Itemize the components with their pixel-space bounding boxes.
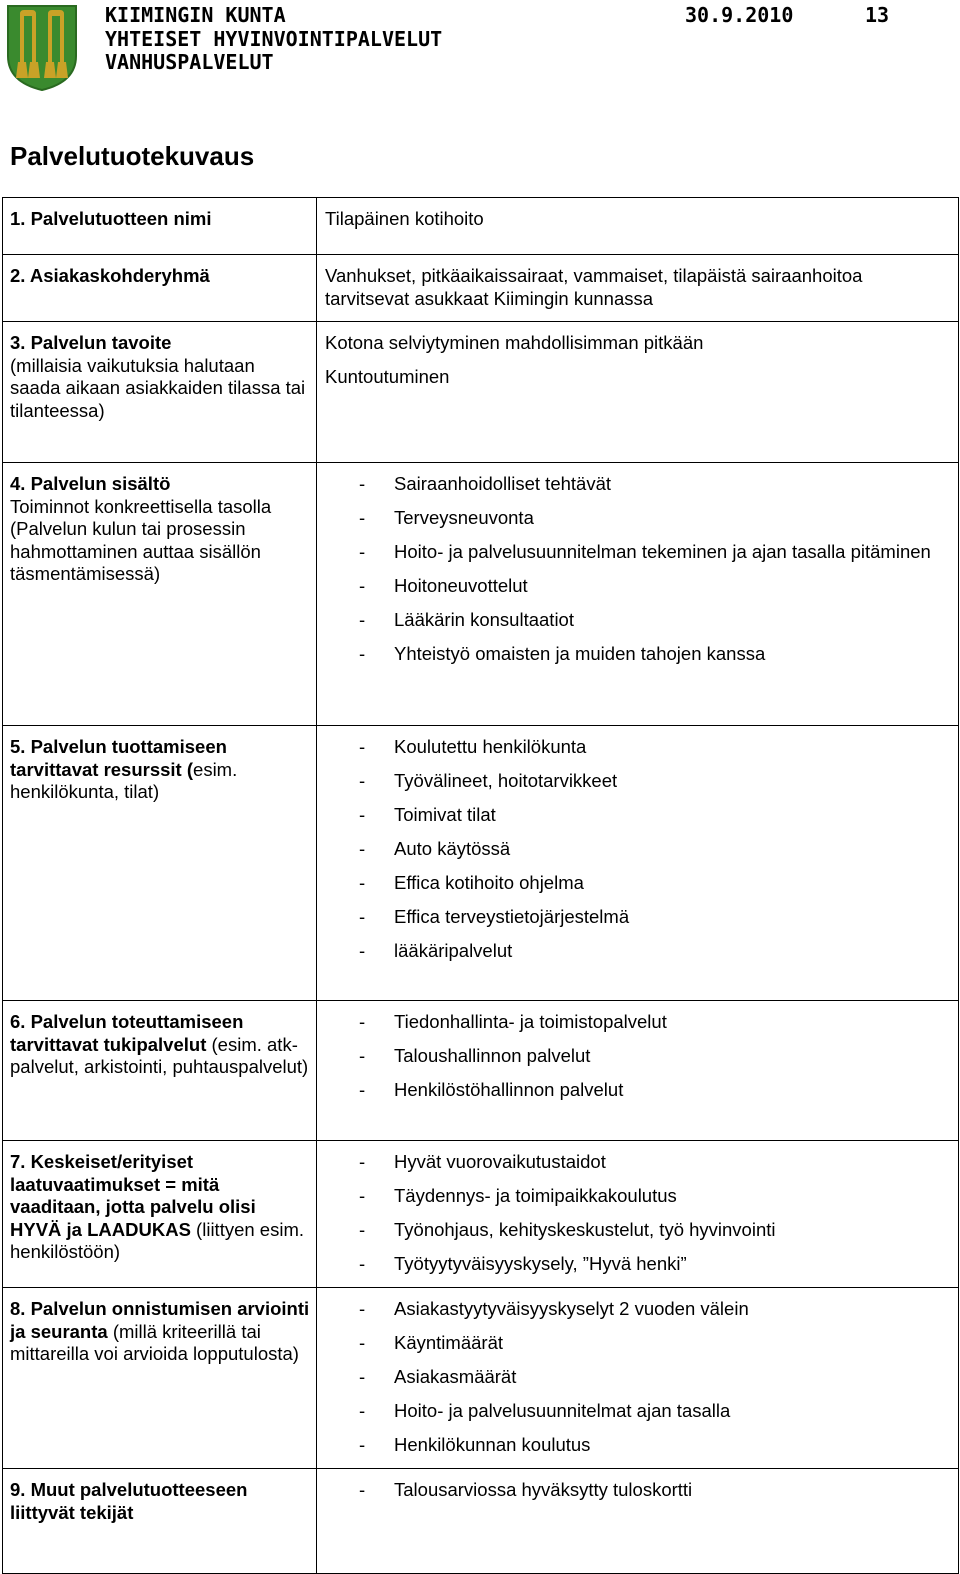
list-item: - Effica kotihoito ohjelma <box>359 872 950 895</box>
table-row <box>3 1288 959 1469</box>
list-item: - Henkilöstöhallinnon palvelut <box>359 1079 950 1102</box>
bullet-list <box>325 473 950 666</box>
list-item: - Hoitoneuvottelut <box>359 575 950 598</box>
bullet-list <box>325 1479 950 1502</box>
table-row <box>3 322 959 463</box>
list-item: - Hoito- ja palvelusuunnitelman tekeminen ja ajan tasalla pitäminen <box>359 541 950 564</box>
row-value: Kotona selviytyminen mahdollisimman pitkään Kuntoutuminen <box>317 322 959 463</box>
row-value <box>317 726 959 1001</box>
department-name: YHTEISET HYVINVOINTIPALVELUT <box>105 26 443 51</box>
list-item: - Auto käytössä <box>359 838 950 861</box>
list-item: - Sairaanhoidolliset tehtävät <box>359 473 950 496</box>
list-item: - Asiakastyytyväisyyskyselyt 2 vuoden välein <box>359 1298 950 1321</box>
list-item: - Tiedonhallinta- ja toimistopalvelut <box>359 1011 950 1034</box>
row-label: 8. Palvelun onnistumisen arviointi ja seuranta (millä kriteerillä tai mittareilla voi arvioida lopputulosta) <box>3 1288 317 1469</box>
table-row <box>3 198 959 255</box>
list-item: - Työtyytyväisyyskysely, ”Hyvä henki” <box>359 1253 950 1276</box>
unit-name: VANHUSPALVELUT <box>105 50 274 74</box>
row-label: 9. Muut palvelutuotteeseen liittyvät tekijät <box>3 1469 317 1574</box>
list-item: - Käyntimäärät <box>359 1332 950 1355</box>
row-value <box>317 1288 959 1469</box>
table-row <box>3 1141 959 1288</box>
row-value <box>317 1141 959 1288</box>
row-label: 3. Palvelun tavoite (millaisia vaikutuksia halutaan saada aikaan asiakkaiden tilassa tai tilanteessa) <box>3 322 317 463</box>
list-item: - Työnohjaus, kehityskeskustelut, työ hyvinvointi <box>359 1219 950 1242</box>
table-row <box>3 1001 959 1141</box>
document-header <box>105 4 935 75</box>
table-row <box>3 255 959 322</box>
bullet-list <box>325 736 950 963</box>
table-row <box>3 726 959 1001</box>
bullet-list <box>325 1011 950 1102</box>
row-label: 5. Palvelun tuottamiseen tarvittavat resurssit (esim. henkilökunta, tilat) <box>3 726 317 1001</box>
list-item: - Hoito- ja palvelusuunnitelmat ajan tasalla <box>359 1400 950 1423</box>
bullet-list <box>325 1298 950 1457</box>
list-item: - Henkilökunnan koulutus <box>359 1434 950 1457</box>
list-item: - Toimivat tilat <box>359 804 950 827</box>
table-row <box>3 1469 959 1574</box>
list-item: - Lääkärin konsultaatiot <box>359 609 950 632</box>
row-value <box>317 1001 959 1141</box>
list-item: - Yhteistyö omaisten ja muiden tahojen kanssa <box>359 643 950 666</box>
list-item: - Taloushallinnon palvelut <box>359 1045 950 1068</box>
row-value <box>317 1469 959 1574</box>
list-item: - Työvälineet, hoitotarvikkeet <box>359 770 950 793</box>
list-item: - lääkäripalvelut <box>359 940 950 963</box>
row-label: 7. Keskeiset/erityiset laatuvaatimukset = mitä vaaditaan, jotta palvelu olisi HYVÄ ja LAADUKAS (liittyen esim. henkilöstöön) <box>3 1141 317 1288</box>
list-item: - Koulutettu henkilökunta <box>359 736 950 759</box>
service-description-table <box>2 197 959 1574</box>
document-date: 30.9.2010 <box>685 3 794 27</box>
coat-of-arms-icon <box>6 4 78 92</box>
row-label: 2. Asiakaskohderyhmä <box>3 255 317 322</box>
page-title: Palvelutuotekuvaus <box>10 141 255 171</box>
list-item: - Effica terveystietojärjestelmä <box>359 906 950 929</box>
row-label: 6. Palvelun toteuttamiseen tarvittavat tukipalvelut (esim. atk-palvelut, arkistointi, puhtauspalvelut) <box>3 1001 317 1141</box>
row-value: Vanhukset, pitkäaikaissairaat, vammaiset, tilapäistä sairaanhoitoa tarvitsevat asukkaat Kiimingin kunnassa <box>317 255 959 322</box>
row-value <box>317 463 959 726</box>
bullet-list <box>325 1151 950 1276</box>
list-item: - Täydennys- ja toimipaikkakoulutus <box>359 1185 950 1208</box>
list-item: - Hyvät vuorovaikutustaidot <box>359 1151 950 1174</box>
list-item: - Terveysneuvonta <box>359 507 950 530</box>
list-item: - Asiakasmäärät <box>359 1366 950 1389</box>
list-item: - Talousarviossa hyväksytty tuloskortti <box>359 1479 950 1502</box>
row-value: Tilapäinen kotihoito <box>317 198 959 255</box>
page-number: 13 <box>865 3 890 27</box>
row-label: 4. Palvelun sisältö Toiminnot konkreettisella tasolla (Palvelun kulun tai prosessin hahmottaminen auttaa sisällön täsmentämisessä) <box>3 463 317 726</box>
table-row <box>3 463 959 726</box>
row-label: 1. Palvelutuotteen nimi <box>3 198 317 255</box>
municipality-name: KIIMINGIN KUNTA <box>105 3 286 27</box>
